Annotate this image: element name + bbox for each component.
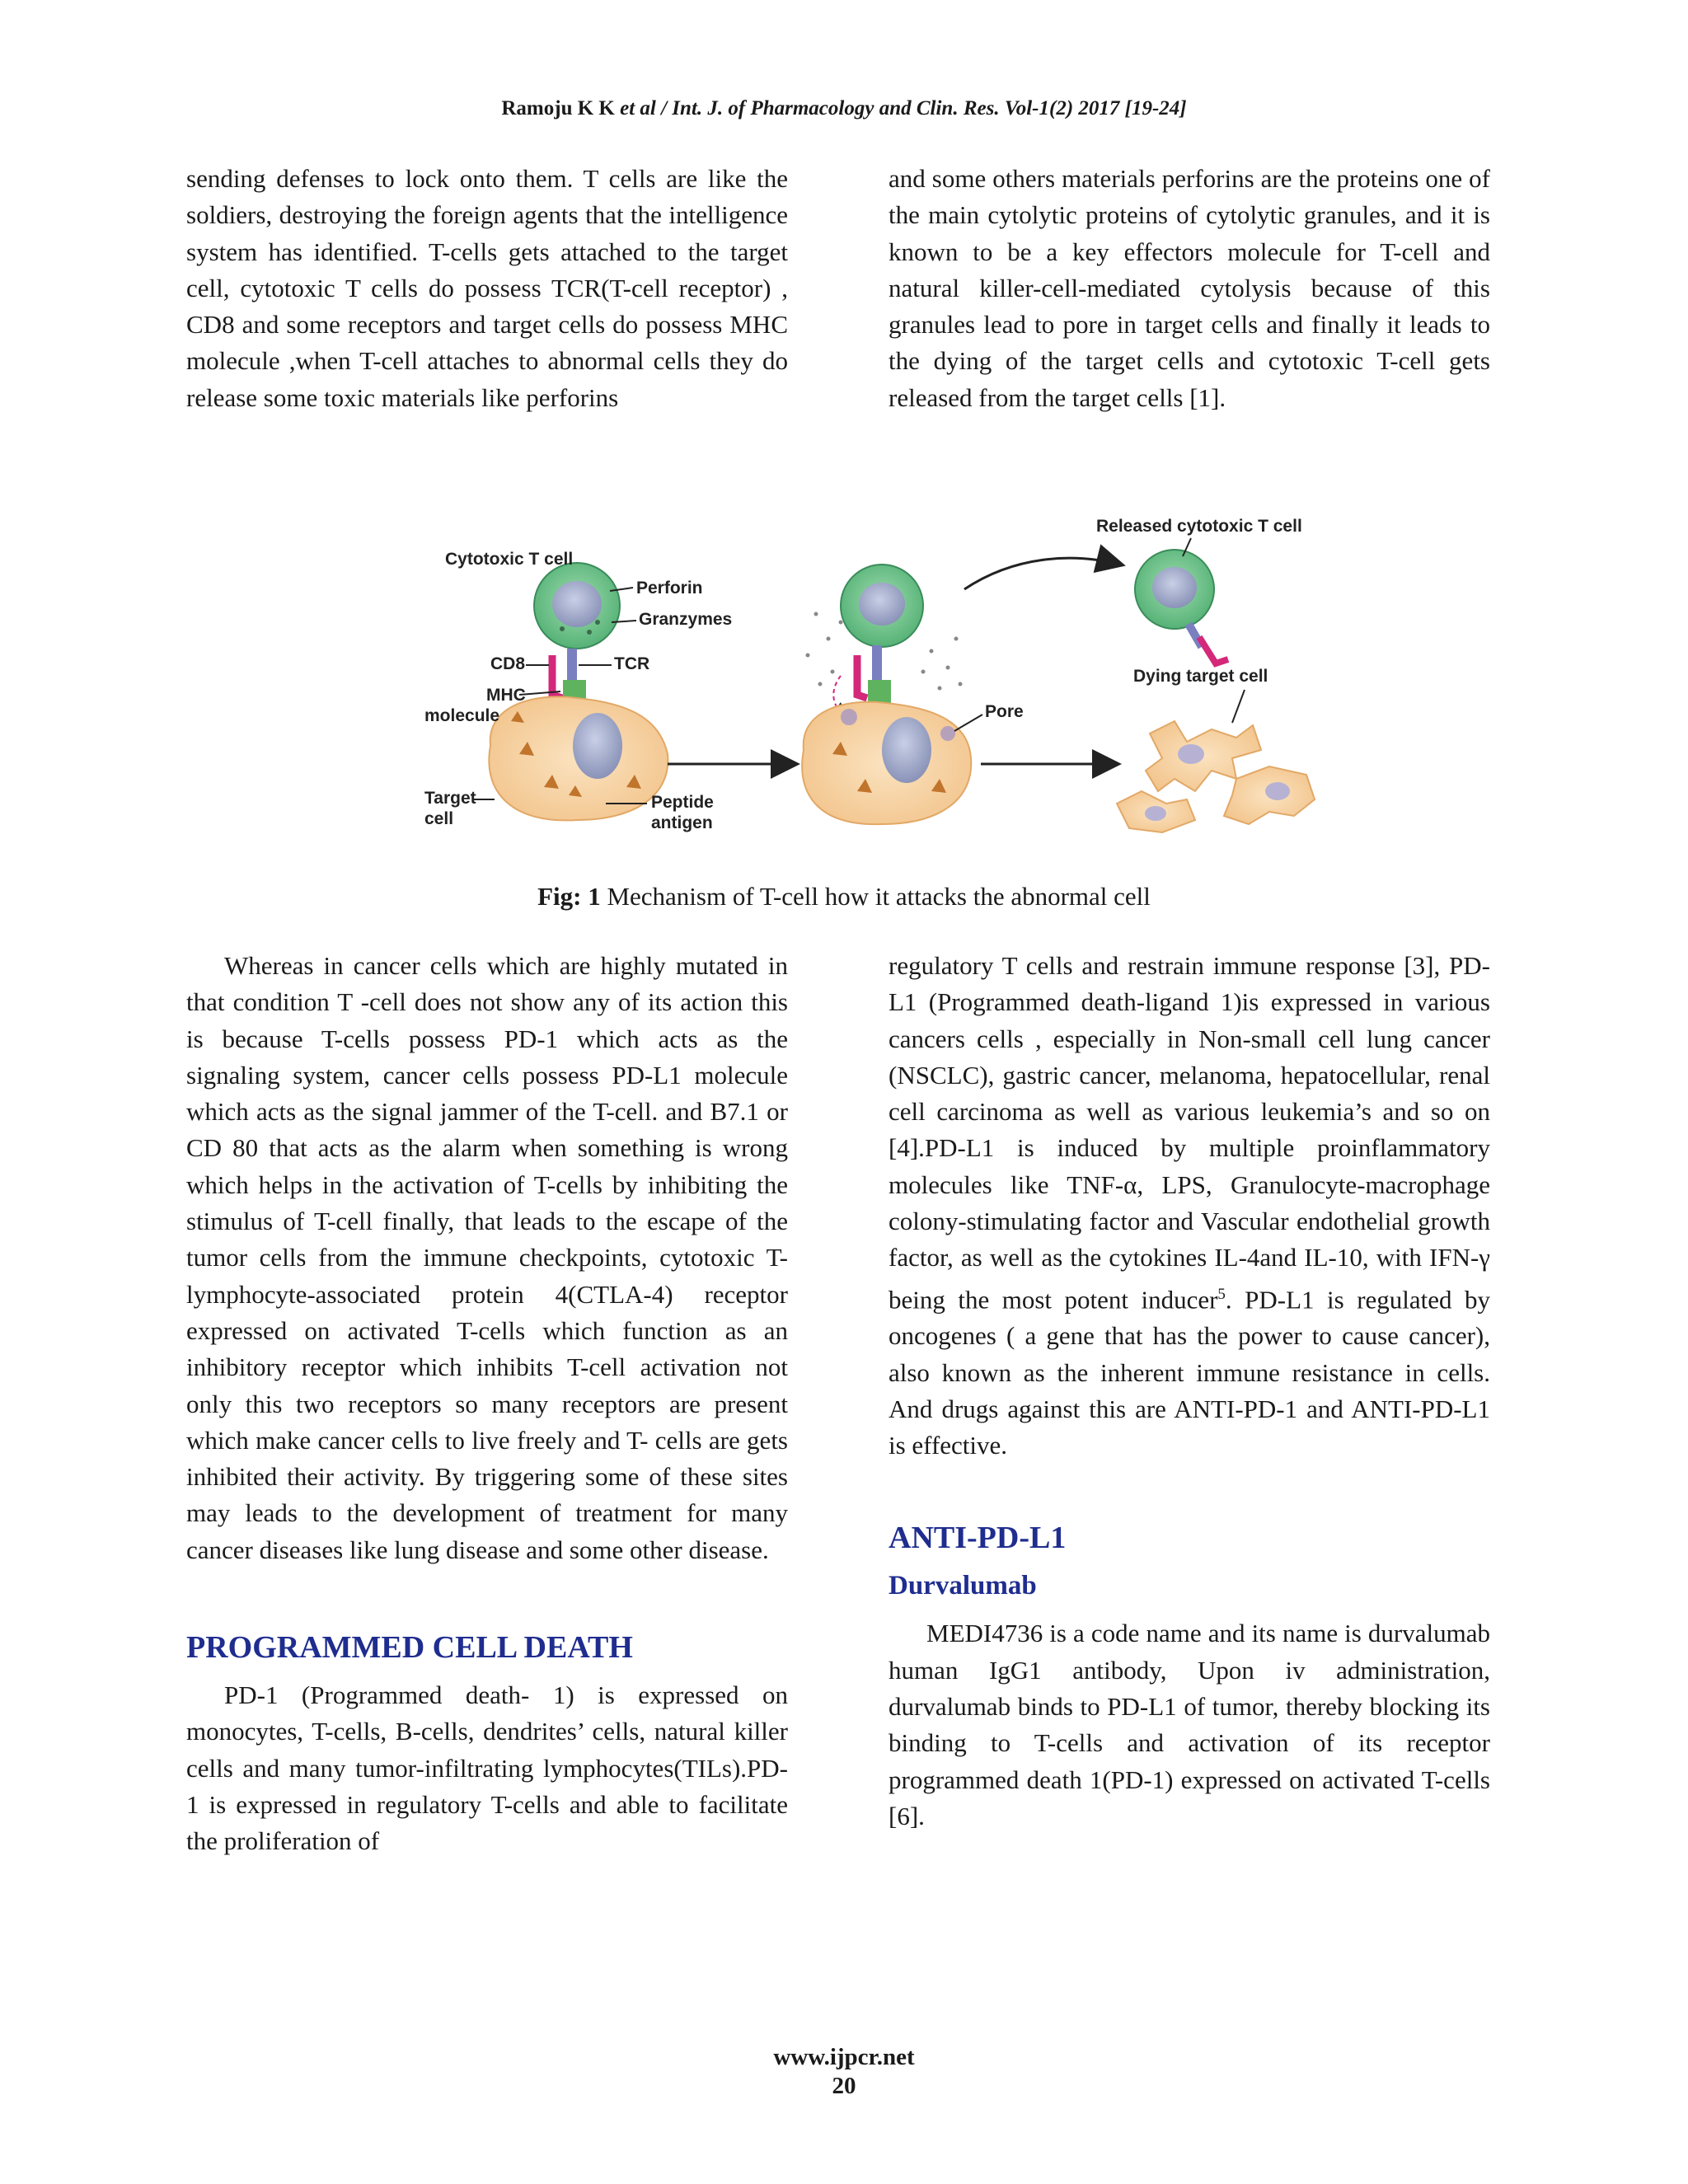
footer-website: www.ijpcr.net xyxy=(773,2044,915,2070)
label-peptide: Peptide xyxy=(651,793,714,812)
header-authors: Ramoju K K xyxy=(501,97,615,120)
label-cd8: CD8 xyxy=(490,654,526,673)
label-tcr: TCR xyxy=(614,654,650,673)
top-left-column xyxy=(186,161,788,416)
pd-l1-paragraph-part2: . PD-L1 is regulated by oncogenes ( a gene that has the power to cause cancer), also known as the inherent immune resistance in cells. And drugs against this are ANTI-PD-1 and ANTI-PD-L1 is effective. xyxy=(889,1285,1490,1460)
tcell-mechanism-diagram xyxy=(420,507,1335,845)
label-target: Target xyxy=(424,789,476,808)
label-antigen: antigen xyxy=(651,813,713,832)
panel-attach xyxy=(424,550,732,832)
label-released-t-cell: Released cytotoxic T cell xyxy=(1096,517,1302,536)
pd-l1-paragraph-part1: regulatory T cells and restrain immune response [3], PD-L1 (Programmed death-ligand 1)is expressed in various cancers cells , especially in Non-small cell lung cancer (NSCLC), gastric cancer, melanoma, hepatocellular, renal cell carcinoma as well as various leukemia’s and so on [4].PD-L1 is induced by multiple proinflammatory molecules like TNF-α, LPS, Granulocyte-macrophage colony-stimulating factor and Vascular endothelial growth factor, as well as the cytokines IL-4and IL-10, with IFN-γ being the most potent inducer xyxy=(889,951,1490,1314)
top-right-paragraph: and some others materials perforins are the proteins one of the main cytolytic proteins of cytolytic granules, and it is known to be a key effectors molecule for T-cell and natural killer-cell-mediated cytolysis because of this granules lead to pore in target cells and finally it leads to the dying of the target cells and cytotoxic T-cell gets released from the target cells [1]. xyxy=(889,164,1490,412)
durvalumab-paragraph: MEDI4736 is a code name and its name is durvalumab human IgG1 antibody, Upon iv administration, durvalumab binds to PD-L1 of tumor, thereby blocking its binding to T-cells and activation of its receptor programmed death 1(PD-1) expressed on activated T-cells [6]. xyxy=(889,1619,1490,1830)
top-left-paragraph: sending defenses to lock onto them. T cells are like the soldiers, destroying the foreign agents that the intelligence system has identified. T-cells gets attached to the target cell, cytotoxic T cells do possess TCR(T-cell receptor) , CD8 and some receptors and target cells do possess MHC molecule ,when T-cell attaches to abnormal cells they do release some toxic materials like perforins xyxy=(186,164,788,412)
panel-release xyxy=(802,565,1024,824)
label-pore: Pore xyxy=(985,702,1024,721)
pd1-paragraph: PD-1 (Programmed death- 1) is expressed on monocytes, T-cells, B-cells, dendrites’ cells, natural killer cells and many tumor-infiltrating lymphocytes(TILs).PD-1 is expressed in regulatory T-cells and able to facilitate the proliferation of xyxy=(186,1680,788,1856)
heading-programmed-cell-death: PROGRAMMED CELL DEATH xyxy=(186,1630,633,1666)
figure-caption xyxy=(0,882,1688,912)
label-molecule: molecule xyxy=(424,706,500,725)
lower-right-column xyxy=(889,948,1490,1835)
header-etal: et al xyxy=(620,97,656,120)
label-granzymes: Granzymes xyxy=(639,610,733,629)
pore xyxy=(841,709,857,725)
arrow-to-released-cell xyxy=(964,558,1121,589)
label-cell: cell xyxy=(424,809,454,828)
panel-outcome xyxy=(1096,517,1315,832)
t-cell-nucleus xyxy=(552,581,602,627)
label-dying-target-cell: Dying target cell xyxy=(1133,667,1268,686)
pd-l1-paragraph xyxy=(889,948,1490,1464)
caption-text: Mechanism of T-cell how it attacks the abnormal cell xyxy=(600,882,1151,911)
page-number: 20 xyxy=(832,2073,856,2099)
cancer-cells-paragraph: Whereas in cancer cells which are highly mutated in that condition T -cell does not show any of its action this is because T-cells possess PD-1 which acts as the signaling system, cancer cells possess PD-L1 molecule which acts as the signal jammer of the T-cell. and B7.1 or CD 80 that acts as the alarm when something is wrong which helps in the activation of T-cells by inhibiting the stimulus of T-cell finally, that leads to the escape of the tumor cells from the immune checkpoints, cytotoxic T-lymphocyte-associated protein 4(CTLA-4) receptor expressed on activated T-cells which function as an inhibitory receptor which inhibits T-cell activation not only this two receptors so many receptors are present which make cancer cells to live freely and T- cells are gets inhibited their activity. By triggering some of these sites may leads to the development of treatment for many cancer diseases like lung disease and some other disease. xyxy=(186,951,788,1564)
figure-1 xyxy=(420,507,1335,845)
lower-left-column xyxy=(186,948,788,1860)
caption-label: Fig: 1 xyxy=(537,882,601,911)
running-header xyxy=(0,97,1688,120)
label-perforin: Perforin xyxy=(636,579,703,598)
target-cell-nucleus xyxy=(573,713,622,779)
heading-anti-pd-l1: ANTI-PD-L1 xyxy=(889,1521,1067,1556)
subheading-durvalumab: Durvalumab xyxy=(889,1571,1037,1601)
top-right-column xyxy=(889,161,1490,416)
label-cytotoxic-t-cell: Cytotoxic T cell xyxy=(445,550,574,569)
citation-superscript: 5 xyxy=(1217,1285,1226,1303)
header-journal: / Int. J. of Pharmacology and Clin. Res. Vol-1(2) 2017 [19-24] xyxy=(655,97,1187,120)
label-mhc: MHC xyxy=(486,686,526,705)
